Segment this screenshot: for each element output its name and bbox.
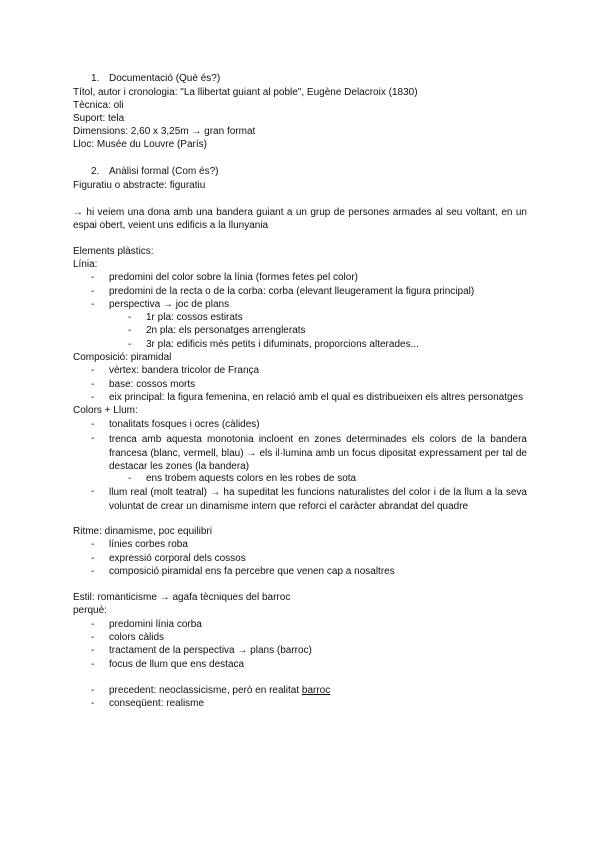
consequent-line: conseqüent: realisme xyxy=(109,698,205,709)
section1-heading: Documentació (Què és?) xyxy=(109,73,221,84)
ritme-item: expressió corporal dels cossos xyxy=(109,553,246,564)
bullet: - xyxy=(91,659,95,670)
bullet: - xyxy=(91,286,95,297)
estil-item: predomini línia corba xyxy=(109,619,202,630)
technique-line: Tècnica: oli xyxy=(73,100,124,111)
ritme-item: composició piramidal ens fa percebre que venen cap a nosaltres xyxy=(109,566,395,577)
bullet: - xyxy=(91,299,95,310)
sub-bullet: - xyxy=(128,325,132,336)
linia-subitem: 1r pla: cossos estirats xyxy=(146,312,243,323)
linia-item: predomini del color sobre la línia (formes fetes pel color) xyxy=(109,272,358,283)
colors-item: tonalitats fosques i ocres (càlides) xyxy=(109,419,260,430)
sub-bullet: - xyxy=(128,339,132,350)
composicio-label: Composició: piramidal xyxy=(73,352,172,363)
support-line: Suport: tela xyxy=(73,113,125,124)
composicio-item: base: cossos morts xyxy=(109,379,196,390)
bullet: - xyxy=(91,566,95,577)
ritme-label: Ritme: dinamisme, poc equilibri xyxy=(73,526,212,537)
section1-number: 1. xyxy=(91,73,100,84)
colors-label: Colors + Llum: xyxy=(73,405,138,416)
composicio-item: eix principal: la figura femenina, en relació amb el qual es distribueixen els altres personatges xyxy=(109,392,524,403)
linia-subitem: 2n pla: els personatges arrenglerats xyxy=(146,325,306,336)
bullet: - xyxy=(91,698,95,709)
estil-item: colors càlids xyxy=(109,632,165,643)
estil-label: Estil: romanticisme → agafa tècniques del barroc xyxy=(73,592,291,603)
linia-label: Línia: xyxy=(73,259,98,270)
colors-item: llum real (molt teatral) → ha supeditat les funcions naturalistes del color i de la llum a la seva voluntat de crear un dinamisme intern que reforci el caràcter abrandat del quadre xyxy=(109,487,527,512)
sub-bullet: - xyxy=(128,312,132,323)
description-paragraph: → hi veiem una dona amb una bandera guiant a un grup de persones armades al seu voltant, en un espai obert, veient uns edificis a la llunyania xyxy=(73,207,527,231)
bullet: - xyxy=(91,365,95,376)
precedent-text: precedent: neoclassicisme, però en realitat xyxy=(109,685,302,696)
section2-number: 2. xyxy=(91,166,100,177)
bullet: - xyxy=(91,632,95,643)
bullet: - xyxy=(91,486,95,497)
sub-bullet: - xyxy=(128,473,132,484)
precedent-line xyxy=(109,685,330,697)
bullet: - xyxy=(91,433,95,444)
colors-subitem: ens trobem aquests colors en les robes de sota xyxy=(146,473,357,484)
linia-subitem: 3r pla: edificis més petits i difuminats, proporcions alterades... xyxy=(146,339,419,350)
bullet: - xyxy=(91,392,95,403)
bullet: - xyxy=(91,645,95,656)
figurative-line: Figuratiu o abstracte: figuratiu xyxy=(73,180,206,191)
bullet: - xyxy=(91,539,95,550)
bullet: - xyxy=(91,553,95,564)
bullet: - xyxy=(91,272,95,283)
perque-label: perquè: xyxy=(73,605,107,616)
estil-item: focus de llum que ens destaca xyxy=(109,659,245,670)
bullet: - xyxy=(91,619,95,630)
precedent-underlined: barroc xyxy=(301,685,331,696)
colors-item: trenca amb aquesta monotonia incloent en zones determinades els colors de la bandera francesa (blanc, vermell, blau) → els il·lumina amb un focus dipositat expressament per tal de destacar les zones (la bandera) xyxy=(109,434,527,472)
linia-item: predomini de la recta o de la corba: corba (elevant lleugerament la figura principal) xyxy=(109,286,475,297)
bullet: - xyxy=(91,685,95,696)
estil-item: tractament de la perspectiva → plans (barroc) xyxy=(109,645,312,656)
section2-heading: Anàlisi formal (Com és?) xyxy=(109,166,219,177)
location-line: Lloc: Musée du Louvre (París) xyxy=(73,139,207,150)
bullet: - xyxy=(91,419,95,430)
linia-item: perspectiva → joc de plans xyxy=(109,299,230,310)
title-author-line: Títol, autor i cronologia: "La llibertat guiant al poble", Eugène Delacroix (1830) xyxy=(73,87,418,98)
dimensions-line: Dimensions: 2,60 x 3,25m → gran format xyxy=(73,126,256,137)
elements-heading: Elements plàstics: xyxy=(73,246,154,257)
composicio-item: vèrtex: bandera tricolor de França xyxy=(109,365,260,376)
ritme-item: línies corbes roba xyxy=(109,539,188,550)
bullet: - xyxy=(91,379,95,390)
